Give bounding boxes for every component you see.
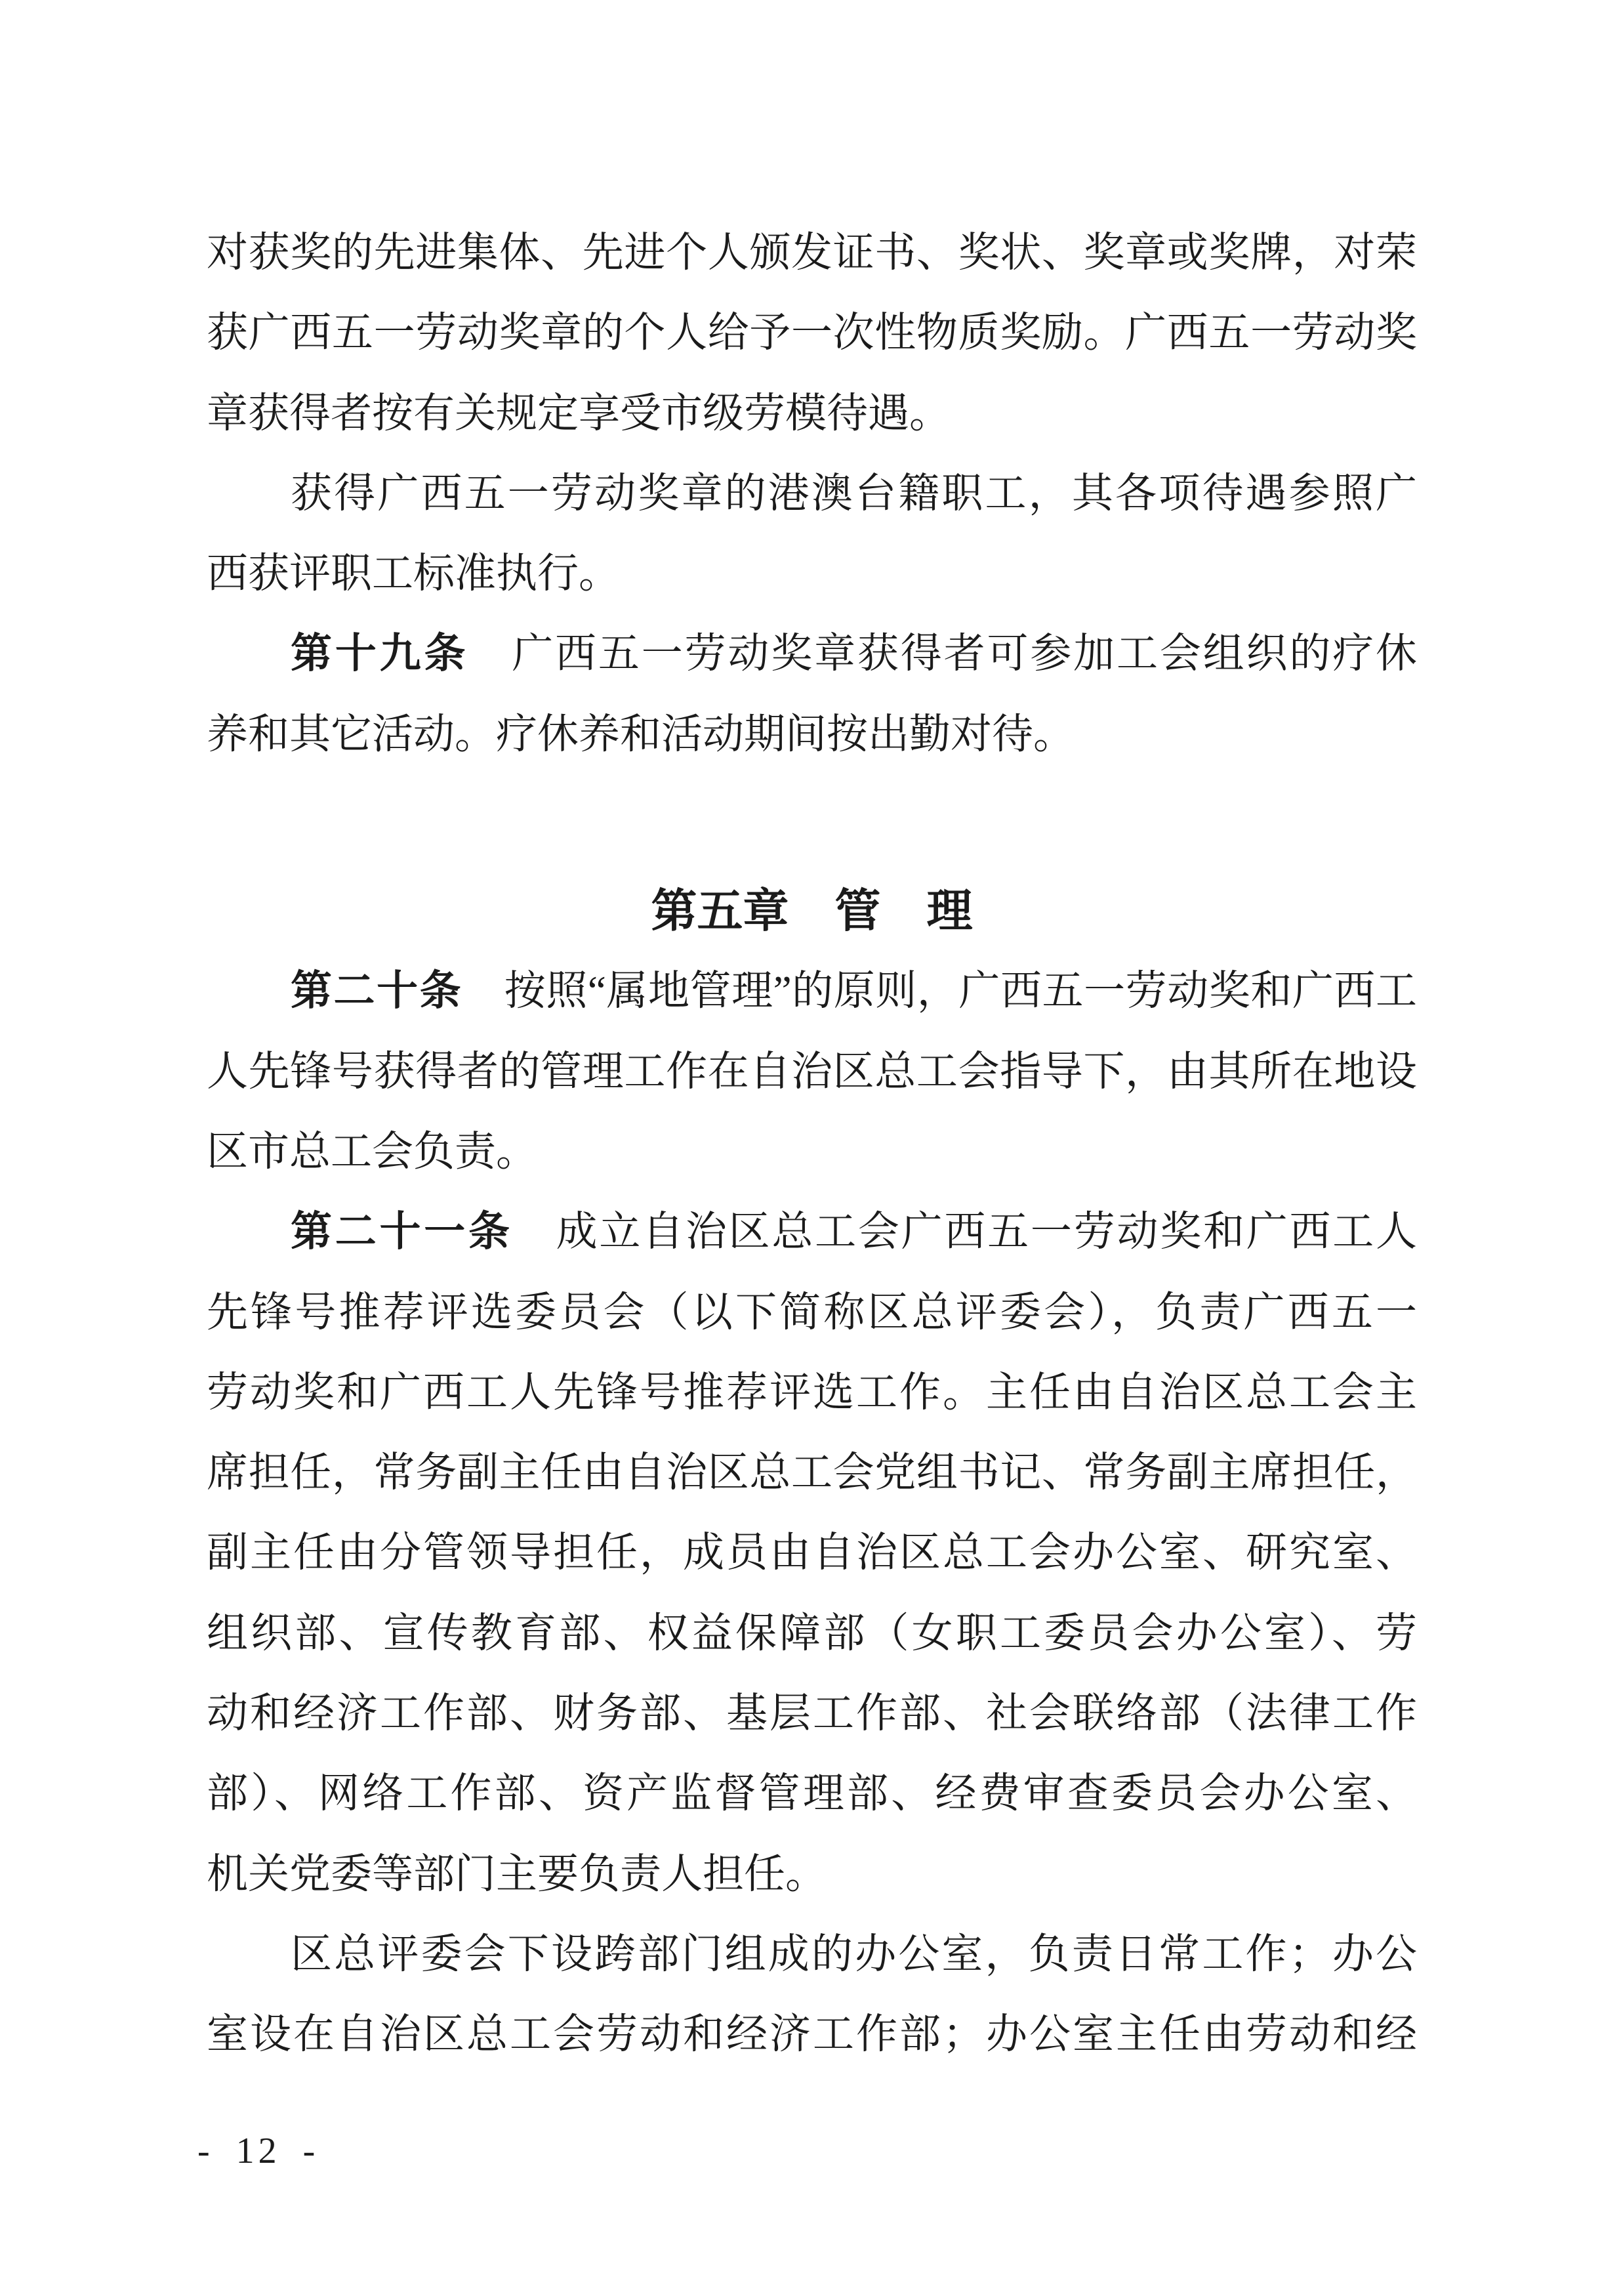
- text-line: 动和经济工作部、财务部、基层工作部、社会联络部（法律工作: [207, 1690, 1417, 1737]
- text-line: 获得广西五一劳动奖章的港澳台籍职工，其各项待遇参照广: [291, 470, 1417, 516]
- text-line: 第十九条 广西五一劳动奖章获得者可参加工会组织的疗休: [291, 631, 1418, 677]
- article-number: 第十九条: [291, 631, 469, 677]
- text-line: 对获奖的先进集体、先进个人颁发证书、奖状、奖章或奖牌，对荣: [207, 230, 1417, 276]
- text-line: 西获评职工标准执行。: [207, 551, 620, 597]
- chapter-heading: 第五章 管 理: [651, 885, 973, 937]
- text-line: 养和其它活动。疗休养和活动期间按出勤对待。: [207, 711, 1075, 757]
- text-line: 部）、网络工作部、资产监督管理部、经费审查委员会办公室、: [207, 1770, 1417, 1817]
- text-line: 区总评委会下设跨部门组成的办公室，负责日常工作；办公: [291, 1931, 1417, 1977]
- text-line: 机关党委等部门主要负责人担任。: [207, 1850, 827, 1897]
- text-line: 副主任由分管领导担任，成员由自治区总工会办公室、研究室、: [207, 1530, 1417, 1576]
- text-line: 第二十一条 成立自治区总工会广西五一劳动奖和广西工人: [291, 1209, 1418, 1255]
- text-line: 第二十条 按照“属地管理”的原则，广西五一劳动奖和广西工: [291, 968, 1417, 1014]
- text-line: 劳动奖和广西工人先锋号推荐评选工作。主任由自治区总工会主: [207, 1369, 1417, 1415]
- text-line: 席担任，常务副主任由自治区总工会党组书记、常务副主席担任，: [207, 1450, 1417, 1496]
- text-line: 获广西五一劳动奖章的个人给予一次性物质奖励。广西五一劳动奖: [207, 310, 1417, 356]
- text-line: 人先锋号获得者的管理工作在自治区总工会指导下，由其所在地设: [207, 1048, 1417, 1095]
- text-line: 章获得者按有关规定享受市级劳模待遇。: [207, 390, 951, 436]
- text-line: 区市总工会负责。: [207, 1128, 537, 1175]
- page-number: - 12 -: [197, 2131, 319, 2171]
- article-number: 第二十一条: [291, 1209, 513, 1255]
- document-body: [207, 213, 1417, 2075]
- text-line: 组织部、宣传教育部、权益保障部（女职工委员会办公室）、劳: [207, 1610, 1417, 1656]
- article-number: 第二十条: [291, 968, 463, 1014]
- text-line: 室设在自治区总工会劳动和经济工作部；办公室主任由劳动和经: [207, 2011, 1417, 2058]
- text-line: 先锋号推荐评选委员会（以下简称区总评委会），负责广西五一: [207, 1289, 1417, 1335]
